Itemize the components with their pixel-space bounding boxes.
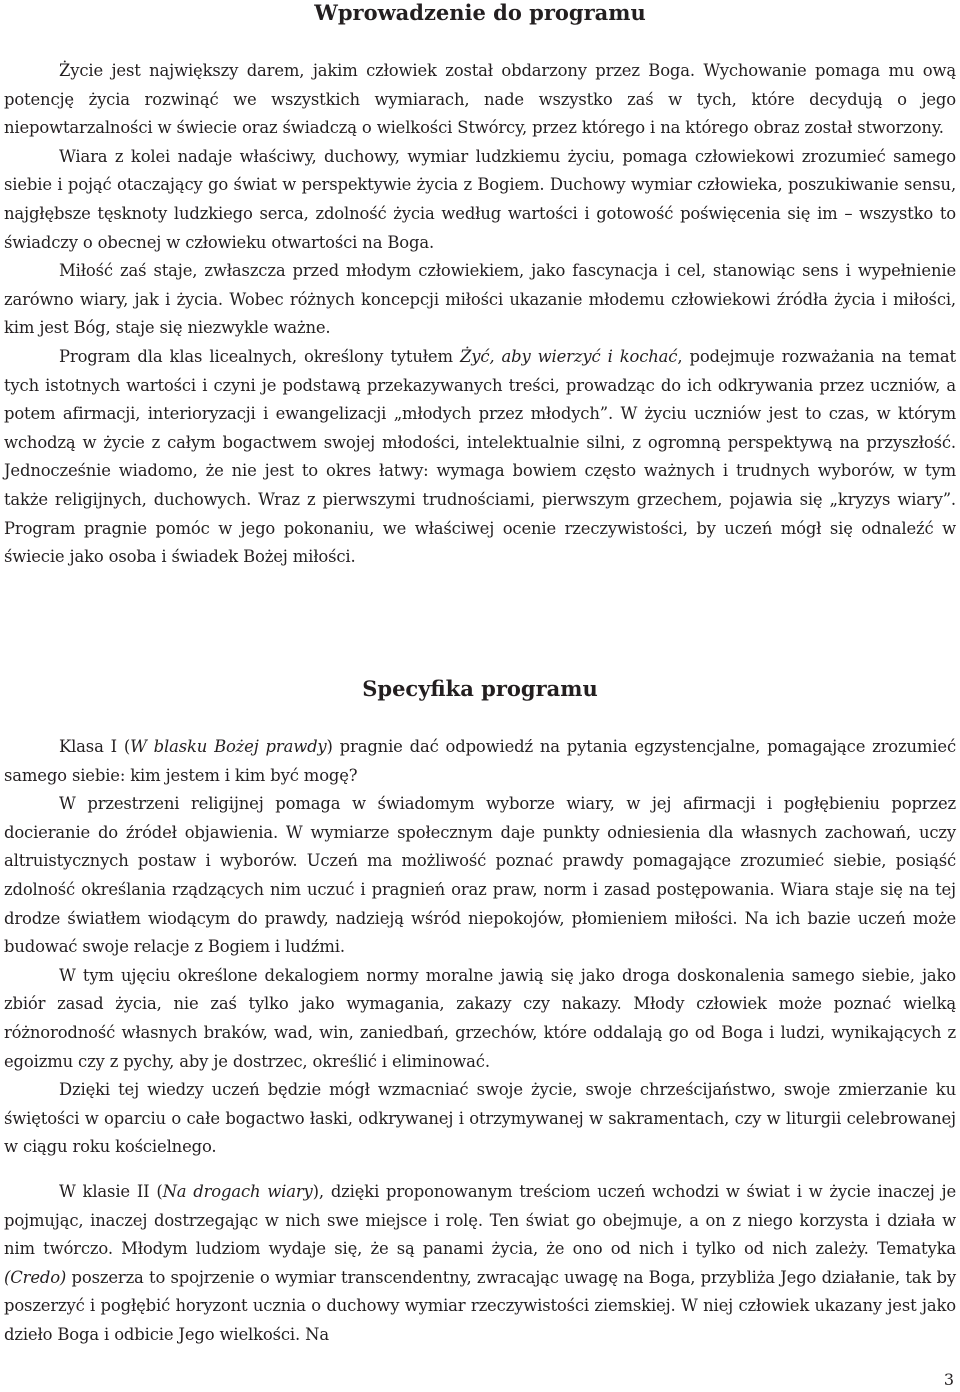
paragraph: Wiara z kolei nadaje właściwy, duchowy, wymiar ludzkiemu życiu, pomaga człowiekowi zrozumieć samego siebie i pojąć otaczający go świat w perspektywie życia z Bogiem. Duchowy wymiar człowieka, poszukiwanie sensu, najgłębsze tęsknoty ludzkiego serca, zdolność życia według wartości i gotowość poświęcenia się im – wszystko to świadczy o obecnej w człowieku otwartości na Boga.	[4, 146, 956, 252]
program-title-italic: Żyć, aby wierzyć i kochać	[459, 346, 678, 366]
text-run: ) pragnie dać odpowiedź na pytania egzystencjalne, pomagające zrozumieć samego siebie: kim jestem i kim być mogę?	[4, 737, 956, 785]
text-run: Klasa I (	[59, 737, 131, 756]
specifics-body	[4, 733, 956, 1162]
page-number: 3	[943, 1370, 954, 1389]
text-run: W klasie II (	[59, 1182, 163, 1201]
section-title-introduction: Wprowadzenie do programu	[314, 0, 646, 25]
text-run: ), dzięki proponowanym treściom uczeń wchodzi w świat i w życie inaczej je pojmując, inaczej dostrzegając w nich swe miejsce i rolę. Ten świat go obejmuje, a on z niego korzysta i działa w nim twórczo. Młodym ludziom wydaje się, że są panami życia, że ono od nich i tylko od nich zależy. Tematyka	[4, 1182, 957, 1259]
introduction-body	[4, 57, 956, 572]
class-title-italic: W blasku Bożej prawdy	[130, 737, 327, 756]
paragraph	[4, 343, 956, 572]
class-title-italic: Na drogach wiary	[162, 1182, 313, 1201]
paragraph: W tym ujęciu określone dekalogiem normy moralne jawią się jako droga doskonalenia samego siebie, jako zbiór zasad życia, nie zaś tylko jako wymagania, zakazy czy nakazy. Młody człowiek może poznać wielką różnorodność własnych braków, wad, win, zaniedbań, grzechów, które oddalają go od Boga i ludzi, wynikających z egoizmu czy z pychy, aby je dostrzec, określić i eliminować.	[4, 965, 956, 1071]
credo-italic: (Credo)	[4, 1267, 67, 1287]
paragraph: Miłość zaś staje, zwłaszcza przed młodym człowiekiem, jako fascynacja i cel, stanowiąc sens i wypełnienie zarówno wiary, jak i życia. Wobec różnych koncepcji miłości ukazanie młodemu człowiekowi źródła życia i miłości, kim jest Bóg, staje się niezwykle ważne.	[4, 261, 956, 338]
text-run: , podejmuje rozważania na temat tych istotnych wartości i czyni je podstawą przekazywanych treści, prowadząc do ich odkrywania przez uczniów, a potem afirmacji, interioryzacji i ewangelizacji „młodych przez młodych”. W życiu uczniów jest to czas, w którym wchodzą w życie z całym bogactwem swojej młodości, intelektualnie silni, z ogromną perspektywą na przyszłość. Jednocześnie wiadomo, że nie jest to okres łatwy: wymaga bowiem często ważnych i trudnych wyborów, w tym także religijnych, duchowych. Wraz z pierwszymi trudnościami, pierwszym grzechem, pojawia się „kryzys wiary”. Program pragnie pomóc w jego pokonaniu, we właściwej ocenie rzeczywistości, by uczeń mógł się odnaleźć w świecie jako osoba i świadek Bożej miłości.	[4, 346, 956, 567]
specifics-body-continued	[4, 1178, 956, 1350]
text-run: Program dla klas licealnych, określony tytułem	[59, 346, 460, 366]
paragraph: Dzięki tej wiedzy uczeń będzie mógł wzmacniać swoje życie, swoje chrześcijaństwo, swoje zmierzanie ku świętości w oparciu o całe bogactwo łaski, odkrywanej i otrzymywanej w sakramentach, czy w liturgii celebrowanej w ciągu roku kościelnego.	[4, 1080, 956, 1157]
paragraph	[4, 733, 956, 790]
section-title-specifics: Specyfika programu	[362, 676, 598, 701]
paragraph: W przestrzeni religijnej pomaga w świadomym wyborze wiary, w jej afirmacji i pogłębieniu poprzez docieranie do źródeł objawienia. W wymiarze społecznym daje punkty odniesienia dla własnych zachowań, uczy altruistycznych postaw i wyborów. Uczeń ma możliwość poznać prawdy pomagające zrozumieć siebie, posiąść zdolność określania rządzących nim uczuć i pragnień oraz praw, norm i zasad postępowania. Wiara staje się na tej drodze światłem wiodącym do prawdy, nadzieją wśród niepokojów, płomieniem miłości. Na ich bazie uczeń może budować swoje relacje z Bogiem i ludźmi.	[4, 794, 956, 957]
paragraph	[4, 1178, 956, 1350]
text-run: poszerza to spojrzenie o wymiar transcendentny, zwracając uwagę na Boga, przybliża Jego działanie, tak by poszerzyć i pogłębić horyzont ucznia o duchowy wymiar rzeczywistości ziemskiej. W niej człowiek ukazany jest jako dzieło Boga i odbicie Jego wielkości. Na	[4, 1267, 956, 1344]
paragraph: Życie jest największy darem, jakim człowiek został obdarzony przez Boga. Wychowanie pomaga mu ową potencję życia rozwinąć we wszystkich wymiarach, nade wszystko zaś w tych, które decydują o jego niepowtarzalności w świecie oraz świadczą o wielkości Stwórcy, przez którego i na którego obraz został stworzony.	[4, 61, 956, 138]
